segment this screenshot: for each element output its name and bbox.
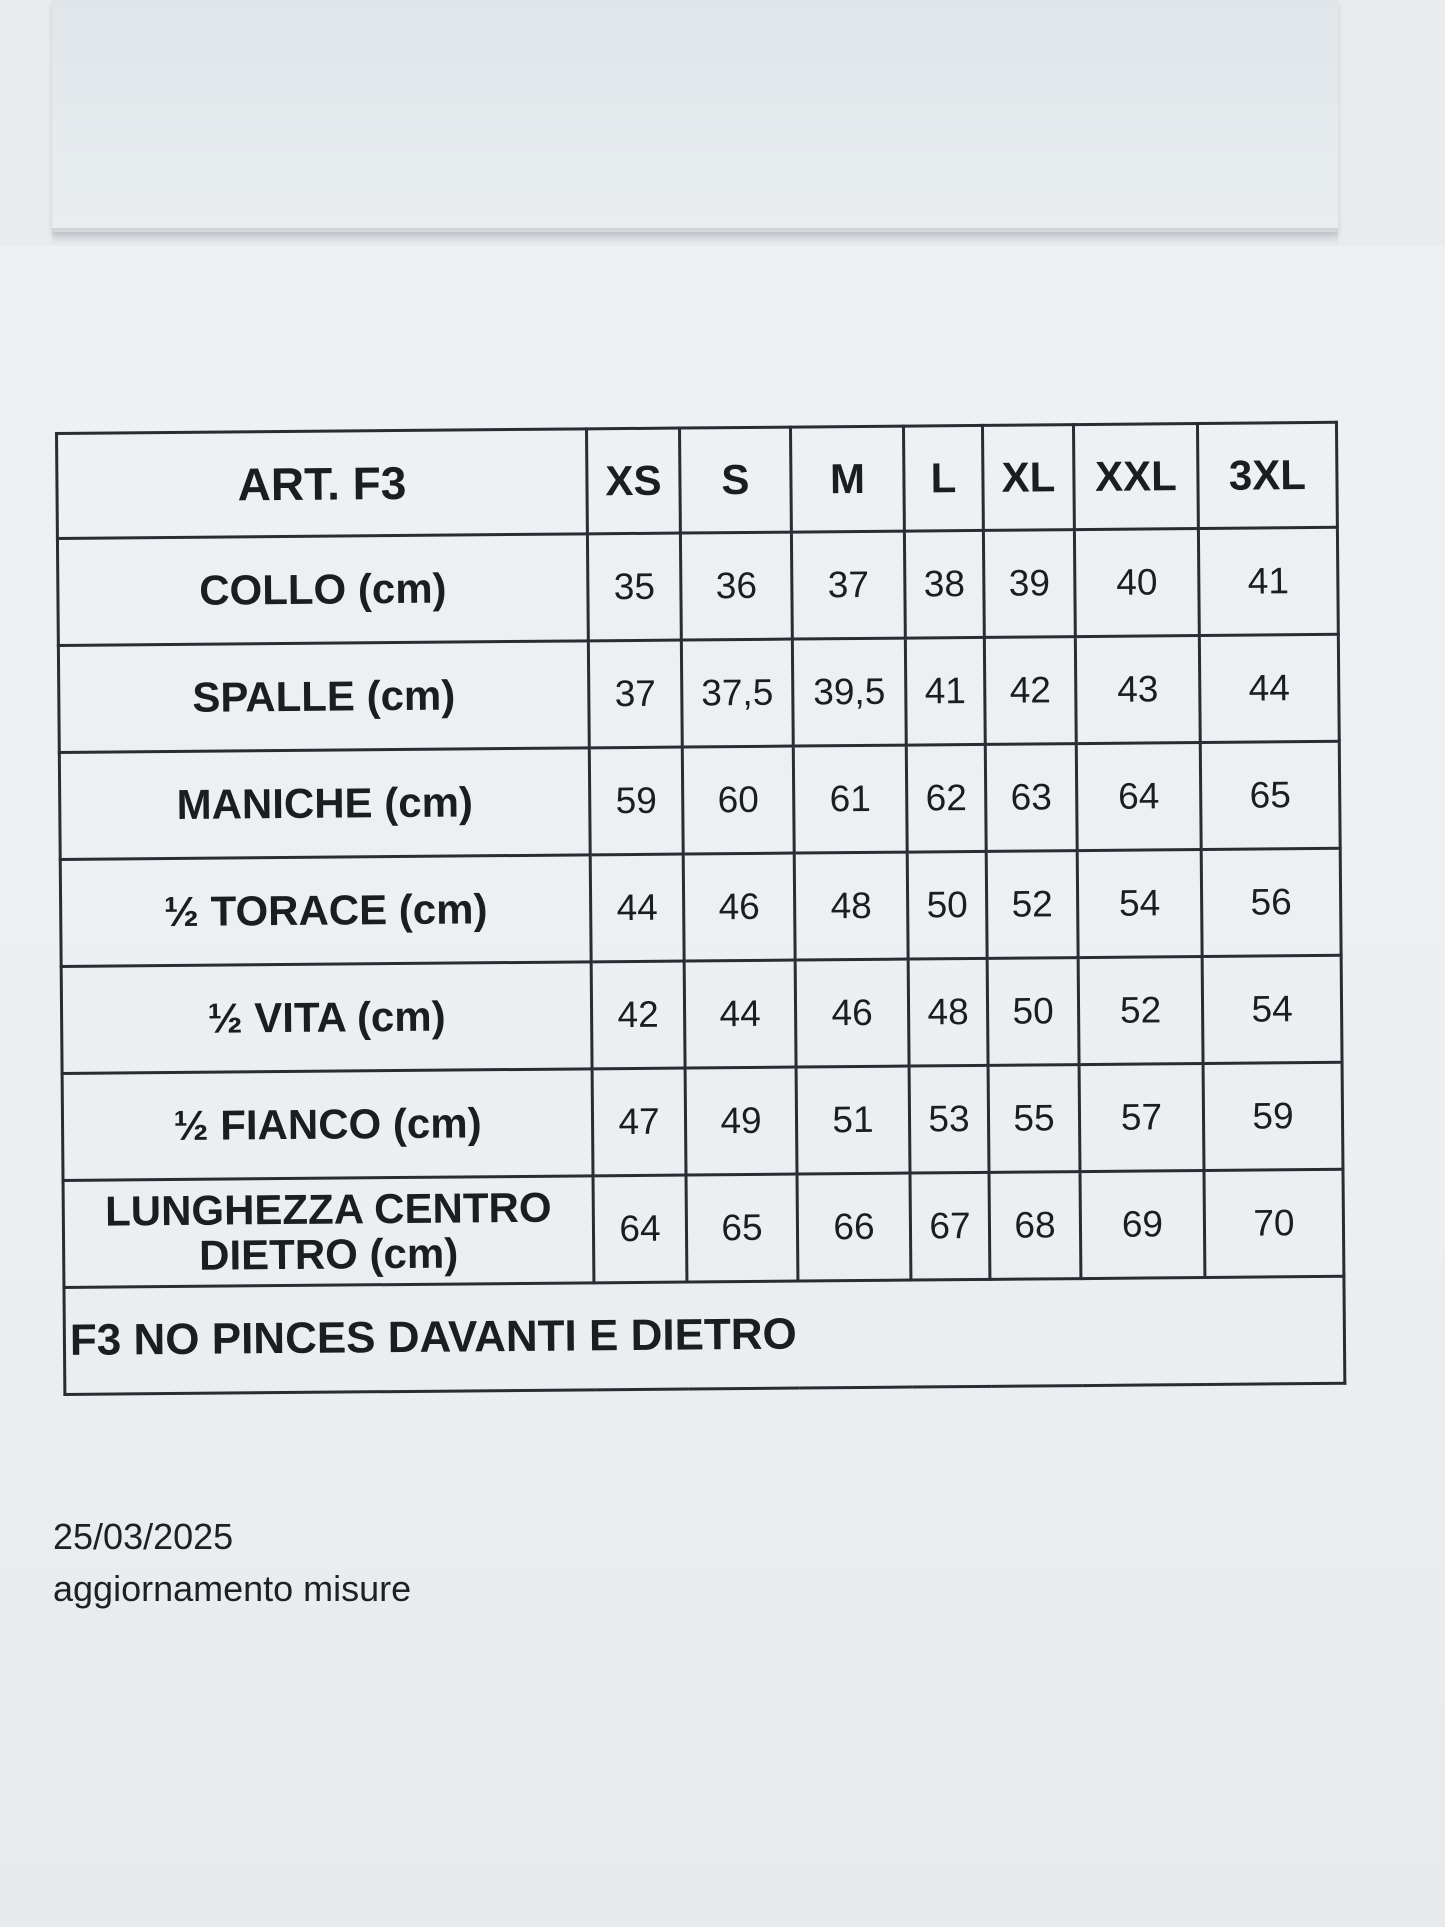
table-cell: 37 bbox=[791, 531, 905, 639]
paper-sheet-edge-shadow bbox=[52, 228, 1338, 246]
table-row-vita bbox=[61, 955, 1342, 1073]
table-cell: 59 bbox=[1203, 1062, 1343, 1170]
size-chart-table bbox=[55, 421, 1346, 1396]
table-cell: 55 bbox=[988, 1065, 1080, 1173]
table-cell: 52 bbox=[1078, 957, 1203, 1065]
row-label: SPALLE (cm) bbox=[58, 641, 589, 753]
table-cell: 65 bbox=[686, 1174, 798, 1282]
table-cell: 64 bbox=[593, 1175, 687, 1283]
table-cell: 47 bbox=[592, 1068, 686, 1176]
table-cell: 37,5 bbox=[681, 639, 793, 747]
size-header-xl: XL bbox=[982, 425, 1074, 531]
table-cell: 65 bbox=[1200, 741, 1340, 849]
table-cell: 62 bbox=[906, 744, 986, 852]
row-label: ½ FIANCO (cm) bbox=[62, 1069, 593, 1181]
table-cell: 41 bbox=[1198, 527, 1338, 635]
table-cell: 40 bbox=[1074, 529, 1199, 637]
row-label: COLLO (cm) bbox=[57, 534, 588, 646]
table-row-fianco bbox=[62, 1062, 1343, 1180]
table-cell: 53 bbox=[909, 1065, 989, 1173]
row-label: ½ TORACE (cm) bbox=[60, 855, 591, 967]
table-cell: 54 bbox=[1077, 850, 1202, 958]
table-cell: 50 bbox=[987, 958, 1079, 1066]
table-cell: 56 bbox=[1201, 848, 1341, 956]
table-cell: 68 bbox=[989, 1172, 1081, 1280]
row-label-line-2: DIETRO (cm) bbox=[198, 1229, 459, 1279]
table-cell: 60 bbox=[682, 746, 794, 854]
table-cell: 59 bbox=[589, 747, 683, 855]
table-cell: 37 bbox=[588, 640, 682, 748]
table-row-spalle bbox=[58, 634, 1339, 752]
table-cell: 42 bbox=[984, 637, 1076, 745]
table-cell: 66 bbox=[797, 1173, 911, 1281]
table-cell: 44 bbox=[1199, 634, 1339, 742]
table-row-maniche bbox=[59, 741, 1340, 859]
article-code: ART. F3 bbox=[57, 429, 588, 539]
note-row bbox=[64, 1276, 1345, 1394]
header-row bbox=[57, 422, 1338, 538]
table-row-lunghezza bbox=[63, 1169, 1344, 1287]
table-cell: 36 bbox=[680, 532, 792, 640]
table-cell: 41 bbox=[905, 637, 985, 745]
table-cell: 39 bbox=[983, 530, 1075, 638]
table-cell: 46 bbox=[795, 959, 909, 1067]
table-cell: 44 bbox=[684, 960, 796, 1068]
size-header-xxl: XXL bbox=[1073, 424, 1198, 530]
table-cell: 67 bbox=[910, 1172, 990, 1280]
table-cell: 64 bbox=[1076, 743, 1201, 851]
table-row-collo bbox=[57, 527, 1338, 645]
table-cell: 43 bbox=[1075, 636, 1200, 744]
table-cell: 54 bbox=[1202, 955, 1342, 1063]
table-cell: 35 bbox=[587, 533, 681, 641]
size-header-m: M bbox=[790, 426, 904, 532]
table-cell: 52 bbox=[986, 851, 1078, 959]
table-cell: 50 bbox=[907, 851, 987, 959]
table-cell: 57 bbox=[1079, 1064, 1204, 1172]
table-cell: 69 bbox=[1080, 1171, 1205, 1279]
table-cell: 38 bbox=[904, 530, 984, 638]
table-cell: 70 bbox=[1204, 1169, 1344, 1277]
table-cell: 44 bbox=[590, 854, 684, 962]
table-cell: 51 bbox=[796, 1066, 910, 1174]
table-note: F3 NO PINCES DAVANTI E DIETRO bbox=[64, 1276, 1345, 1394]
table-row-torace bbox=[60, 848, 1341, 966]
update-date: 25/03/2025 bbox=[53, 1516, 234, 1557]
table-cell: 48 bbox=[794, 852, 908, 960]
table-cell: 49 bbox=[685, 1067, 797, 1175]
table-cell: 61 bbox=[793, 745, 907, 853]
row-label bbox=[63, 1176, 594, 1288]
update-note: aggiornamento misure bbox=[53, 1568, 412, 1609]
table-cell: 48 bbox=[908, 958, 988, 1066]
table-cell: 39,5 bbox=[792, 638, 906, 746]
row-label: MANICHE (cm) bbox=[59, 748, 590, 860]
row-label: ½ VITA (cm) bbox=[61, 962, 592, 1074]
size-header-3xl: 3XL bbox=[1197, 422, 1337, 528]
table-cell: 46 bbox=[683, 853, 795, 961]
size-header-s: S bbox=[679, 427, 791, 533]
table-cell: 42 bbox=[591, 961, 685, 1069]
size-header-l: L bbox=[903, 425, 983, 531]
size-header-xs: XS bbox=[586, 428, 680, 534]
row-label-line-1: LUNGHEZZA CENTRO bbox=[104, 1183, 552, 1235]
background-paper-sheet bbox=[52, 0, 1338, 232]
table-cell: 63 bbox=[985, 744, 1077, 852]
